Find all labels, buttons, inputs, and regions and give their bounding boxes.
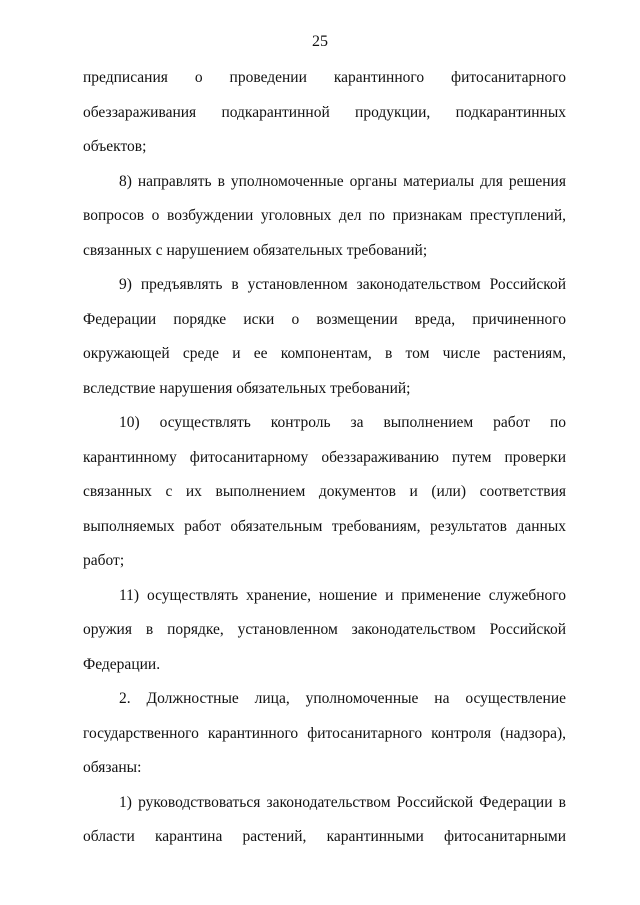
page-number: 25 [312,33,328,50]
paragraph-item-10: 10) осуществлять контроль за выполнением работ по карантинному фитосанитарному обеззараживанию путем проверки связанных с их выполнением документов и (или) соответствия выполняемых работ обязательным требованиям, результатов данных работ; [83,414,566,569]
document-body [83,61,566,855]
paragraph-item-9: 9) предъявлять в установленном законодательством Российской Федерации порядке иски о возмещении вреда, причиненного окружающей среде и ее компонентам, в том числе растениям, вследствие нарушения обязательных требований; [83,276,566,397]
paragraph-item-11: 11) осуществлять хранение, ношение и применение служебного оружия в порядке, установленном законодательством Российской Федерации. [83,586,566,673]
paragraph-continued: предписания о проведении карантинного фитосанитарного обеззараживания подкарантинной продукции, подкарантинных объектов; [83,69,566,155]
paragraph-section-2: 2. Должностные лица, уполномоченные на осуществление государственного карантинного фитосанитарного контроля (надзора), обязаны: [83,690,566,776]
paragraph-section-2-item-1: 1) руководствоваться законодательством Российской Федерации в области карантина растений, карантинными фитосанитарными [83,793,566,845]
paragraph-item-8: 8) направлять в уполномоченные органы материалы для решения вопросов о возбуждении уголовных дел по признакам преступлений, связанных с нарушением обязательных требований; [83,172,566,259]
